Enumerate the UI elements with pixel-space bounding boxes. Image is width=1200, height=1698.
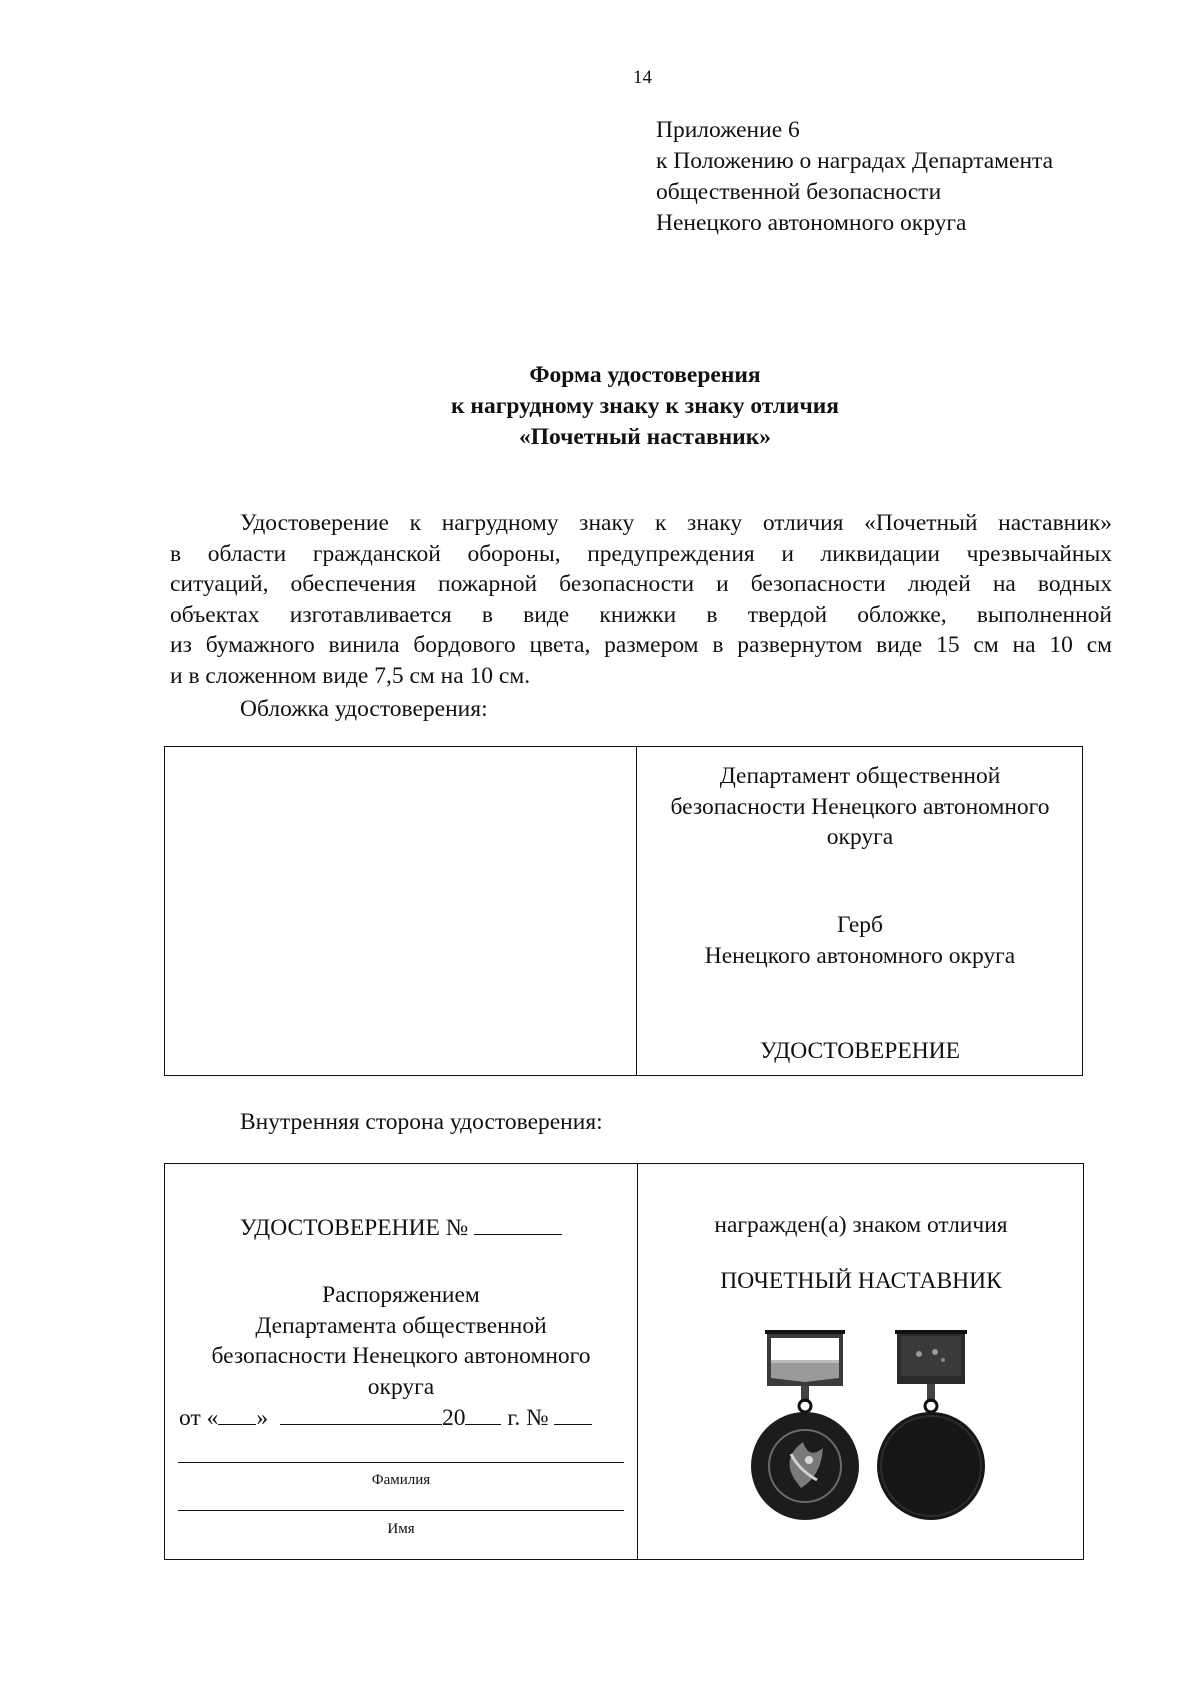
order-line: Распоряжением — [322, 1282, 480, 1308]
order-line: округа — [367, 1373, 435, 1400]
paragraph-line: из бумажного винила бордового цвета, размером в развернутом виде 15 см на 10 см — [170, 632, 1112, 658]
certificate-number-label: УДОСТОВЕРЕНИЕ № — [239, 1215, 469, 1241]
appendix-line: Приложение 6 — [656, 117, 800, 143]
cover-emblem-line: Герб — [837, 912, 883, 938]
appendix-line: Ненецкого автономного округа — [656, 210, 967, 236]
cover-department-line: округа — [826, 824, 894, 850]
inner-label: Внутренняя сторона удостоверения: — [240, 1109, 603, 1135]
cover-table — [164, 746, 1083, 1076]
medal-front-icon — [751, 1330, 863, 1530]
surname-caption: Фамилия — [371, 1472, 431, 1488]
appendix-header — [656, 115, 1053, 239]
cover-department-line: Департамент общественной — [719, 763, 1001, 789]
paragraph-line: в области гражданской обороны, предупреждения и ликвидации чрезвычайных — [170, 540, 1112, 567]
order-number-blank — [554, 1402, 592, 1425]
cover-front — [638, 747, 1082, 1075]
inner-divider — [637, 1164, 638, 1559]
name-caption: Имя — [387, 1521, 415, 1537]
cover-emblem-line: Ненецкого автономного округа — [704, 942, 1016, 969]
title-line: Форма удостоверения — [529, 362, 761, 388]
order-number-label: г. № — [507, 1405, 549, 1431]
order-line: безопасности Ненецкого автономного — [211, 1343, 591, 1369]
surname-line — [178, 1462, 624, 1463]
date-year-blank — [465, 1402, 501, 1425]
paragraph-line: объектах изготавливается в виде книжки в твердой обложке, выполненной — [170, 601, 1112, 628]
paragraph-line: ситуаций, обеспечения пожарной безопасности и безопасности людей на водных — [170, 571, 1112, 597]
date-year-prefix: 20 — [441, 1405, 466, 1431]
title-line: «Почетный наставник» — [518, 424, 772, 450]
paragraph-last-line: и в сложенном виде 7,5 см на 10 см. — [170, 663, 531, 689]
date-day-blank — [218, 1402, 256, 1425]
medal-back-icon — [877, 1330, 989, 1530]
date-open-quote: от « — [179, 1405, 219, 1431]
certificate-number-blank — [474, 1212, 562, 1235]
page-number: 14 — [633, 67, 652, 88]
date-month-blank — [280, 1402, 442, 1425]
certificate-number-line — [165, 1212, 637, 1244]
cover-department — [638, 761, 1082, 853]
inner-left-page — [165, 1164, 637, 1559]
cover-label: Обложка удостоверения: — [240, 696, 488, 722]
order-date-line — [179, 1402, 592, 1434]
inner-right-page — [639, 1164, 1083, 1559]
inner-table — [164, 1163, 1084, 1560]
description-paragraph — [170, 508, 1112, 661]
cover-emblem — [638, 910, 1082, 971]
appendix-line: общественной безопасности — [656, 179, 942, 205]
title-line: к нагрудному знаку к знаку отличия — [451, 393, 839, 419]
name-line — [178, 1510, 624, 1511]
cover-department-line: безопасности Ненецкого автономного — [670, 793, 1050, 820]
order-line: Департамента общественной — [255, 1312, 547, 1339]
award-name: ПОЧЕТНЫЙ НАСТАВНИК — [720, 1268, 1002, 1294]
cover-doc-title: УДОСТОВЕРЕНИЕ — [760, 1038, 960, 1064]
awarded-text: награжден(а) знаком отличия — [714, 1212, 1008, 1238]
paragraph-line: Удостоверение к нагрудному знаку к знаку отличия «Почетный наставник» — [240, 510, 1112, 536]
appendix-line: к Положению о наградах Департамента — [656, 148, 1054, 174]
cover-divider — [636, 747, 637, 1075]
document-title — [300, 360, 990, 453]
date-close-quote: » — [256, 1405, 269, 1431]
order-block — [165, 1280, 637, 1402]
